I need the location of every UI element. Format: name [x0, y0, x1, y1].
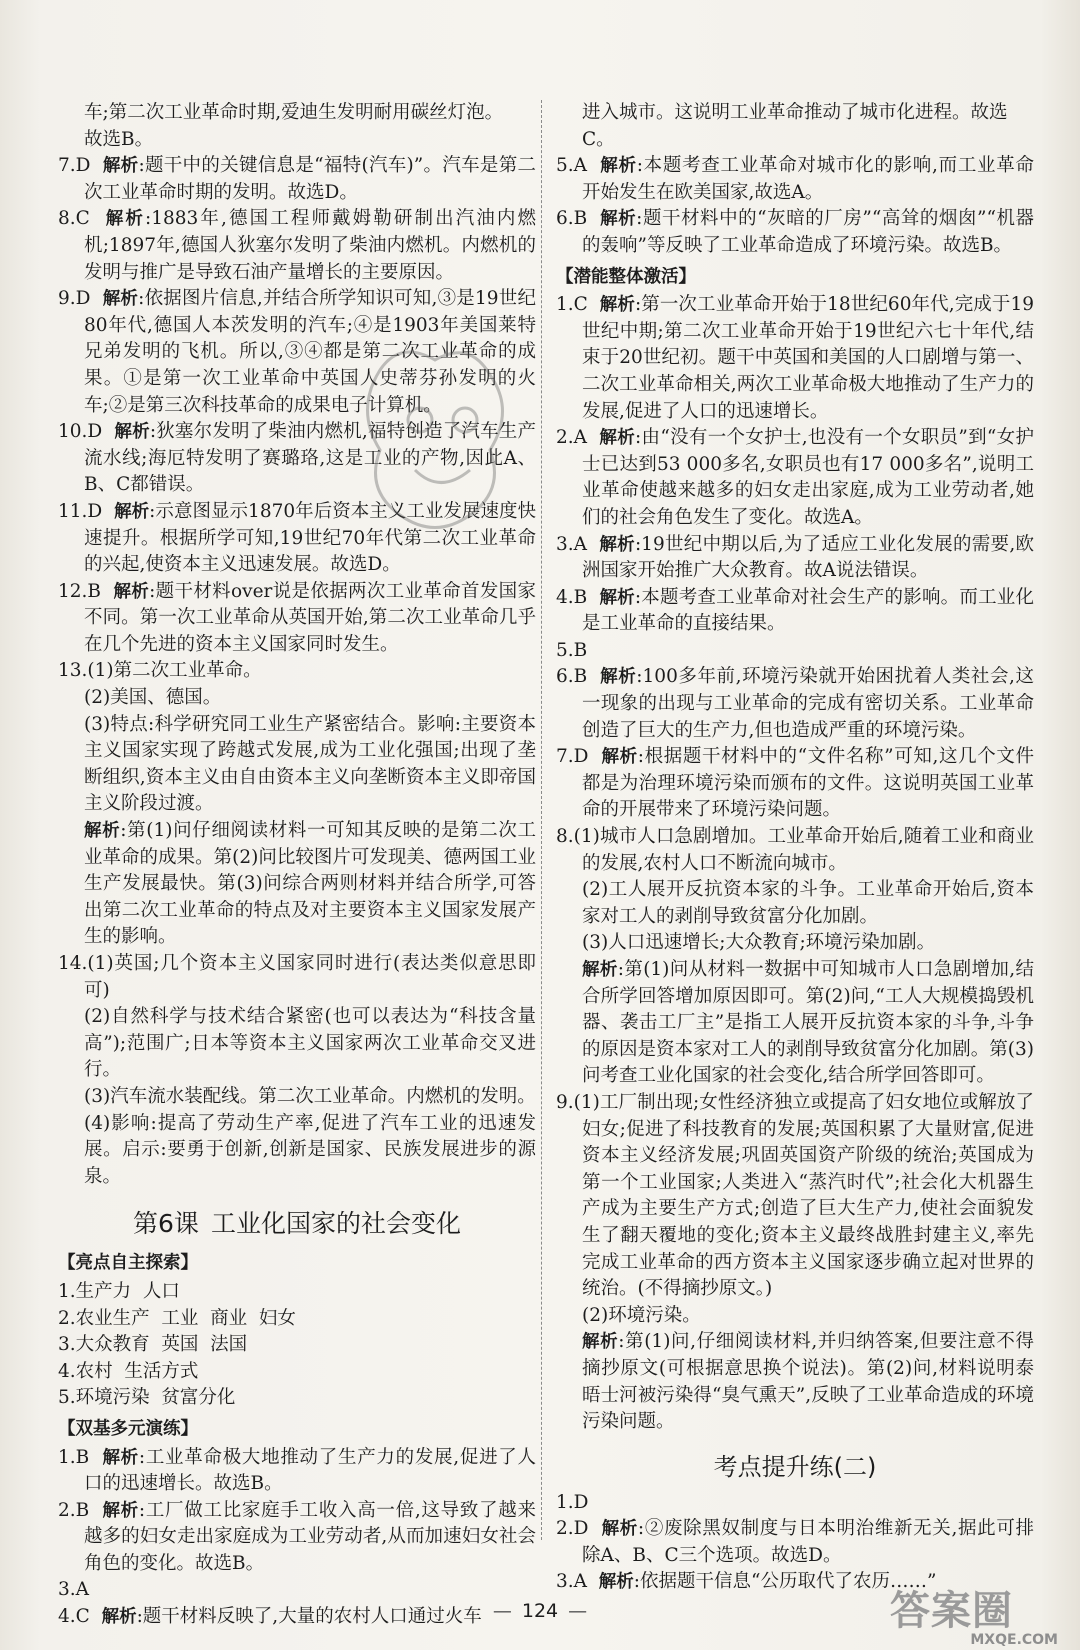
list-item: 3.大众教育 英国 法国	[58, 1334, 248, 1356]
answer-item-10	[58, 419, 536, 499]
answer-number: 7.D	[556, 746, 589, 768]
analysis-label: 解析	[601, 747, 638, 768]
answer-item	[556, 1516, 1034, 1569]
logo-text: 答案圈	[890, 1588, 1013, 1634]
answer-number: 1.B	[58, 1446, 90, 1468]
lesson-title: 工业化国家的社会变化	[210, 1209, 461, 1239]
answer-sub: (3)汽车流水装配线。第二次工业革命。内燃机的发明。	[84, 1085, 536, 1107]
answer-number: 4.B	[556, 586, 588, 608]
answer-number: 9.D	[58, 288, 91, 310]
answer-text: :题干材料反映了,大量的农村人口通过火车	[136, 1606, 482, 1628]
analysis-label: 解析	[102, 1500, 139, 1521]
analysis-label: 解析	[599, 428, 635, 449]
site-logo	[890, 1590, 1060, 1646]
page-number	[420, 1600, 660, 1622]
answer-item: 3.A	[58, 1579, 90, 1601]
analysis-label: 解析	[599, 295, 635, 316]
paragraph: 故选B。	[84, 128, 154, 150]
answer-text: (1)城市人口急剧增加。工业革命开始后,随着工业和商业的发展,农村人口不断流向城市。	[573, 826, 1034, 874]
answer-number: 3.A	[556, 533, 588, 555]
answer-item	[556, 292, 1034, 425]
list-item: 5.环境污染 贫富分化	[58, 1387, 236, 1409]
answer-item-12	[58, 579, 536, 659]
answer-number: 13.	[58, 660, 88, 682]
analysis	[58, 818, 536, 951]
answer-item	[556, 664, 1034, 744]
answer-text: :1883年,德国工程师戴姆勒研制出汽油内燃机;1897年,德国人狄塞尔发明了柴油内燃机。内燃机的发明与推广是导致石油产量增长的主要原因。	[84, 208, 537, 283]
page-dash: —	[568, 1600, 588, 1622]
answer-number: 10.D	[58, 421, 103, 443]
answer-text: (1)第二次工业革命。	[87, 660, 262, 682]
section-heading: 【潜能整体激活】	[556, 266, 696, 287]
right-column	[556, 100, 1034, 1596]
answer-item-13	[58, 658, 536, 685]
answer-number: 14.	[58, 953, 88, 974]
answer-number: 8.C	[58, 208, 90, 230]
answer-item	[556, 153, 1034, 206]
answer-text: :第一次工业革命开始于18世纪60年代,完成于19世纪中期;第二次工业革命开始于19世纪六七十年代,结束于20世纪初。题干中英国和美国的人口剧增与第一、二次工业革命相关,两次工业革命极大地推动了生产力的发展,促进了人口的迅速增长。	[582, 294, 1034, 422]
lesson-heading	[58, 1208, 536, 1240]
analysis-label: 解析	[601, 1519, 638, 1540]
answer-item	[556, 824, 1034, 877]
list-item: 2.农业生产 工业 商业 妇女	[58, 1307, 296, 1329]
answer-sub: (2)环境污染。	[582, 1304, 701, 1326]
left-column	[58, 100, 536, 1631]
analysis-text: :第(1)问仔细阅读材料一可知其反映的是第二次工业革命的成果。第(2)问比较图片可发现美、德两国工业生产发展最快。第(3)问综合两则材料并结合所学,可答出第二次工业革命的特点及对主要资本主义国家发展产生的影响。	[84, 820, 536, 948]
page-dash: —	[492, 1600, 512, 1622]
answer-item-9	[58, 286, 536, 419]
answer-number: 7.D	[58, 155, 91, 177]
answer-number: 1.C	[556, 294, 588, 316]
answer-item	[556, 585, 1034, 638]
answer-text: :题干材料中的“灰暗的厂房”“高耸的烟囱”“机器的轰响”等反映了工业革命造成了环境污染。故选B。	[582, 208, 1034, 256]
answer-item	[556, 206, 1034, 259]
answer-item	[556, 425, 1034, 531]
answer-text: :19世纪中期以后,为了适应工业化发展的需要,欧洲国家开始推广大众教育。故A说法错误。	[582, 533, 1034, 582]
answer-text: :100多年前,环境污染就开始困扰着人类社会,这一现象的出现与工业革命的完成有密切关系。工业革命创造了巨大的生产力,但也造成严重的环境污染。	[582, 666, 1034, 741]
answer-text: :狄塞尔发明了柴油内燃机,福特创造了汽车生产流水线;海厄特发明了赛璐珞,这是工业的产物,因此A、B、C都错误。	[84, 421, 536, 496]
answer-number: 2.A	[556, 427, 588, 449]
analysis-label: 解析	[84, 821, 121, 842]
paragraph: 车;第二次工业革命时期,爱迪生发明耐用碳丝灯泡。	[84, 102, 504, 123]
column-divider	[541, 100, 542, 1540]
answer-text: :本题考查工业革命对社会生产的影响。而工业化是工业革命的直接结果。	[582, 586, 1034, 635]
analysis-label: 解析	[600, 156, 637, 177]
paragraph: C。	[582, 128, 615, 150]
answer-item-8	[58, 206, 536, 286]
answer-text: :题干中的关键信息是“福特(汽车)”。汽车是第二次工业革命时期的发明。故选D。	[84, 155, 537, 203]
analysis-label: 解析	[599, 534, 635, 555]
analysis-label: 解析	[114, 501, 150, 522]
answer-item-11	[58, 499, 536, 579]
analysis-label: 解析	[102, 156, 139, 177]
analysis-text: :第(1)问,仔细阅读材料,并归纳答案,但要注意不得摘抄原文(可根据意思换个说法)。第(2)问,材料说明泰晤士河被污染得“臭气熏天”,反映了工业革命造成的环境污染问题。	[582, 1331, 1034, 1433]
answer-number: 9.	[556, 1091, 574, 1113]
answer-sub: (2)工人展开反抗资本家的斗争。工业革命开始后,资本家对工人的剥削导致贫富分化加剧。	[582, 879, 1034, 927]
answer-item: 5.B	[556, 639, 588, 661]
analysis-label: 解析	[114, 422, 150, 443]
answer-text: :由“没有一个女护士,也没有一个女职员”到“女护士已达到53 000多名,女职员也有17 000多名”,说明工业革命使越来越多的妇女走出家庭,成为工业劳动者,她们的社会角色发生了变化。故选A。	[582, 427, 1034, 528]
analysis-label: 解析	[113, 581, 150, 602]
answer-text: (1)工厂制出现;女性经济独立或提高了妇女地位或解放了妇女;促进了科技教育的发展;英国积累了大量财富,促进资本主义经济发展;巩固英国资产阶级的统治;英国成为第一个工业国家;人类进入“蒸汽时代”;社会化大机器生产成为主要生产方式;创造了巨大生产力,使社会面貌发生了翻天覆地的变化;资本主义最终战胜封建主义,率先完成工业革命的西方资本主义国家逐步确立起对世界的统治。(不得摘抄原文。)	[573, 1091, 1034, 1300]
answer-number: 6.B	[556, 208, 588, 230]
answer-text: :依据图片信息,并结合所学知识可知,③是19世纪80年代,德国人本茨发明的汽车;④是1903年美国莱特兄弟发明的飞机。所以,③④都是第二次工业革命的成果。①是第一次工业革命中英国人史蒂芬孙发明的火车;②是第三次科技革命的成果电子计算机。	[84, 288, 537, 416]
answer-item: 1.D	[556, 1491, 589, 1513]
logo-url: MXQE.COM	[970, 1632, 1058, 1648]
answer-number: 2.B	[58, 1499, 90, 1521]
answer-sub: (2)自然科学与技术结合紧密(也可以表达为“科技含量高”);范围广;日本等资本主义国家两次工业革命交叉进行。	[84, 1006, 536, 1081]
page-number-text: 124	[521, 1600, 559, 1622]
answer-number: 8.	[556, 826, 574, 848]
analysis-label: 解析	[105, 209, 146, 230]
answer-item-14	[58, 951, 536, 1004]
analysis	[556, 957, 1034, 1090]
section-heading: 【双基多元演练】	[58, 1418, 198, 1439]
answer-sub: (2)美国、德国。	[84, 687, 222, 709]
analysis-label: 解析	[582, 960, 618, 980]
answer-number: 2.D	[556, 1518, 589, 1540]
analysis	[556, 1329, 1034, 1435]
answer-text: (1)英国;几个资本主义国家同时进行(表达类似意思即可)	[84, 953, 536, 1001]
lesson-number: 第6课	[133, 1209, 199, 1239]
answer-number: 4.C	[58, 1606, 90, 1628]
answer-item	[556, 1090, 1034, 1303]
answer-text: :工业革命极大地推动了生产力的发展,促进了人口的迅速增长。故选B。	[84, 1446, 537, 1495]
answer-text: :题干材料over说是依据两次工业革命首发国家不同。第一次工业革命从英国开始,第二次工业革命几乎在几个先进的资本主义国家同时发生。	[84, 580, 537, 655]
analysis-label: 解析	[598, 1572, 634, 1593]
analysis-label: 解析	[600, 667, 637, 688]
section-heading: 【亮点自主探索】	[58, 1253, 198, 1274]
answer-text: :工厂做工比家庭手工收入高一倍,这导致了越来越多的妇女走出家庭成为工业劳动者,从而加速妇女社会角色的变化。故选B。	[84, 1499, 537, 1574]
answer-item-7	[58, 153, 536, 206]
answer-item	[58, 1445, 536, 1498]
analysis-label: 解析	[101, 1607, 137, 1628]
answer-number: 6.B	[556, 666, 588, 688]
list-item: 1.生产力 人口	[58, 1280, 180, 1302]
answer-sub: (3)人口迅速增长;大众教育;环境污染加剧。	[582, 932, 936, 954]
answer-text: :本题考查工业革命对城市化的影响,而工业革命开始发生在欧美国家,故选A。	[582, 155, 1035, 203]
answer-text: :示意图显示1870年后资本主义工业发展速度快速提升。根据所学可知,19世纪70年代第二次工业革命的兴起,使资本主义迅速发展。故选D。	[84, 500, 537, 576]
analysis-label: 解析	[600, 209, 637, 230]
list-item: 4.农村 生活方式	[58, 1360, 199, 1382]
answer-item	[58, 1498, 536, 1578]
answer-text: :根据题干材料中的“文件名称”可知,这几个文件都是为治理环境污染而颁布的文件。这说明英国工业革命的开展带来了环境污染问题。	[582, 746, 1035, 821]
answer-number: 11.D	[58, 500, 103, 522]
answer-text: :依据题干信息“公历取代了农历……”	[633, 1571, 937, 1593]
answer-number: 12.B	[58, 580, 102, 602]
analysis-label: 解析	[599, 587, 635, 608]
answer-number: 3.A	[556, 1571, 588, 1593]
analysis-label: 解析	[102, 1447, 139, 1468]
exam-section-title: 考点提升练(二)	[713, 1452, 877, 1481]
paragraph: 进入城市。这说明工业革命推动了城市化进程。故选	[582, 102, 1008, 123]
answer-sub: (3)特点:科学研究同工业生产紧密结合。影响:主要资本主义国家实现了跨越式发展,成为工业化强国;出现了垄断组织,资本主义由自由资本主义向垄断资本主义即帝国主义阶段过渡。	[84, 713, 536, 815]
answer-sub: (4)影响:提高了劳动生产率,促进了汽车工业的迅速发展。启示:要勇于创新,创新是国家、民族发展进步的源泉。	[84, 1112, 536, 1187]
answer-item	[556, 744, 1034, 824]
answer-item	[556, 532, 1034, 585]
analysis-label: 解析	[102, 289, 139, 310]
analysis-text: :第(1)问从材料一数据中可知城市人口急剧增加,结合所学回答增加原因即可。第(2)问,“工人大规模捣毁机器、袭击工厂主”是指工人展开反抗资本家的斗争,斗争的原因是资本家对工人的剥削导致贫富分化加剧。第(3)问考查工业化国家的社会变化,结合所学回答即可。	[582, 959, 1035, 1087]
answer-text: :②废除黑奴制度与日本明治维新无关,据此可排除A、B、C三个选项。故选D。	[582, 1518, 1035, 1566]
analysis-label: 解析	[582, 1332, 619, 1353]
answer-number: 5.A	[556, 155, 588, 177]
